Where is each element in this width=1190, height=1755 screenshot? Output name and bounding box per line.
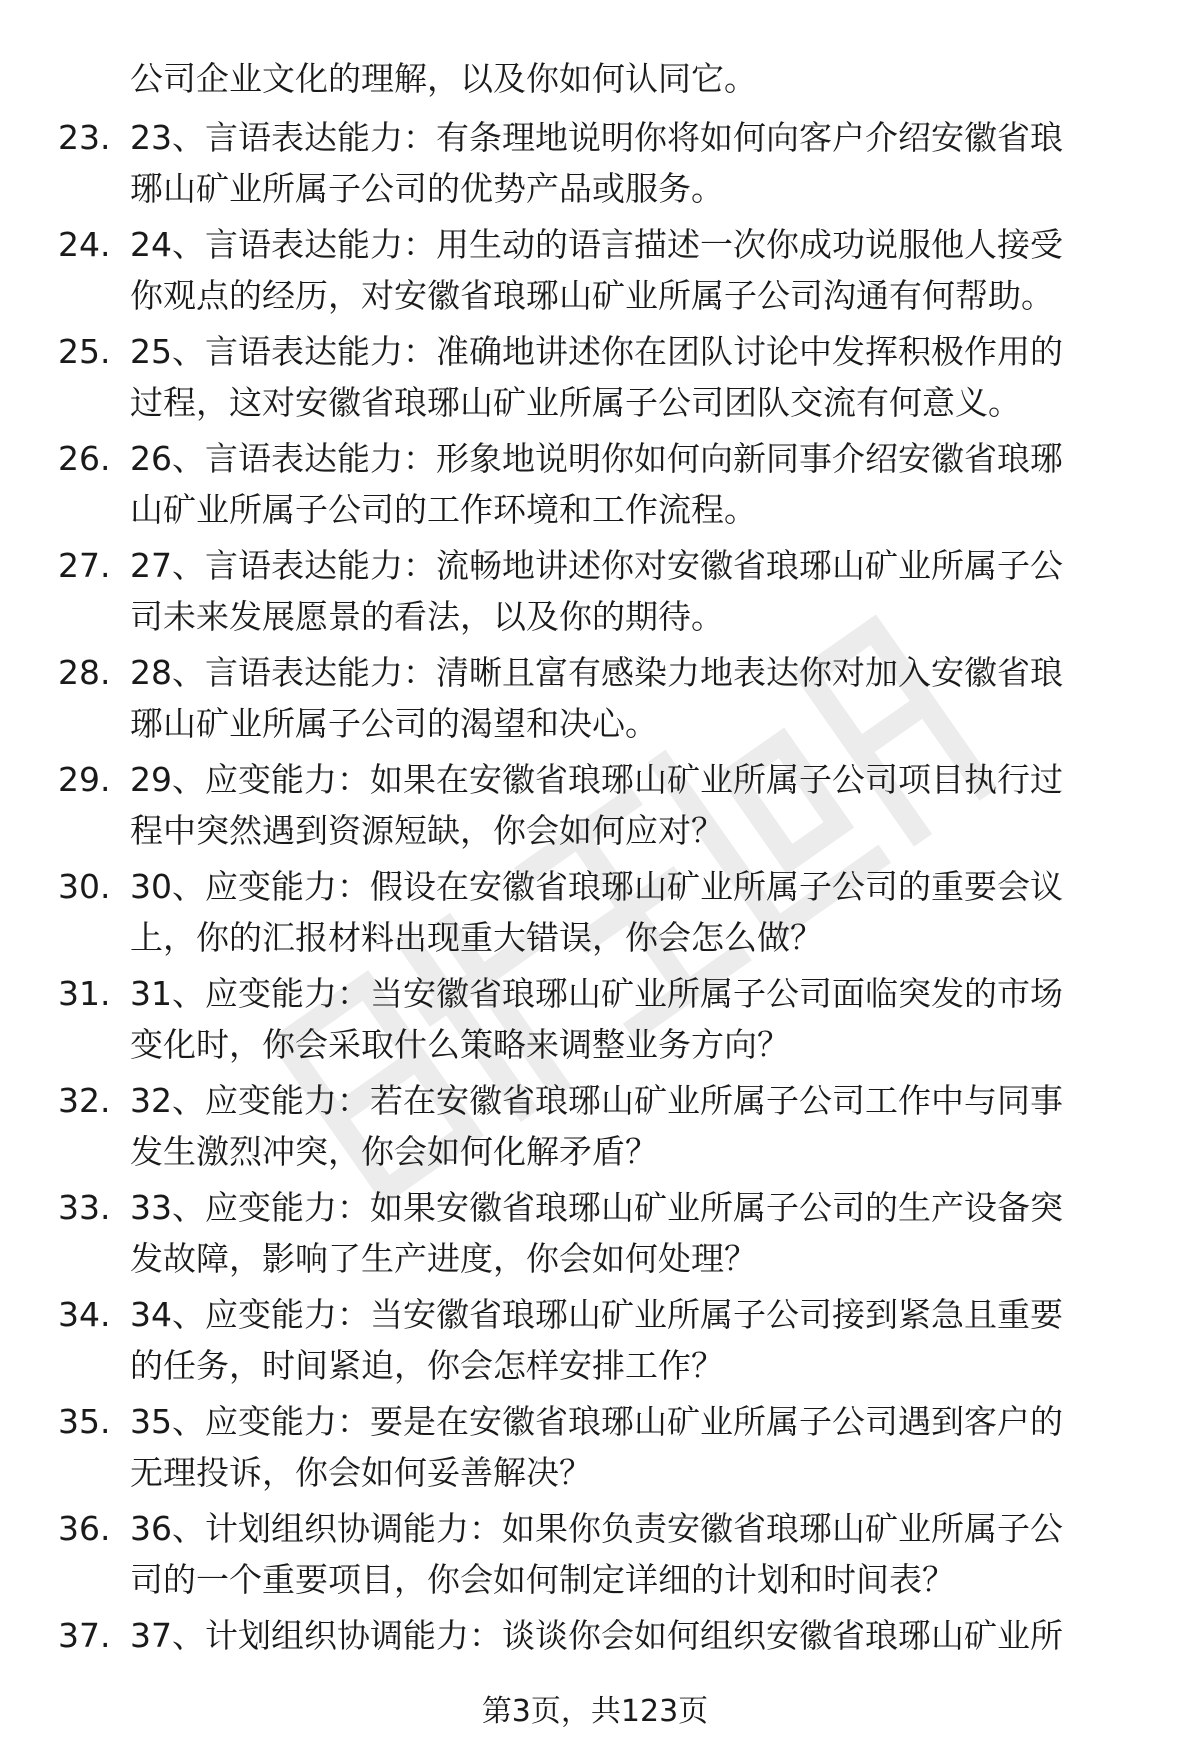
item-number: 25. bbox=[58, 332, 111, 371]
item-text: 36、计划组织协调能力：如果你负责安徽省琅琊山矿业所属子公 司的一个重要项目，你会如何制定详细的计划和时间表？ bbox=[130, 1509, 1063, 1599]
item-number: 30. bbox=[58, 867, 111, 906]
item-text: 32、应变能力：若在安徽省琅琊山矿业所属子公司工作中与同事 发生激烈冲突，你会如何化解矛盾？ bbox=[130, 1081, 1063, 1171]
item-text: 24、言语表达能力：用生动的语言描述一次你成功说服他人接受 你观点的经历，对安徽省琅琊山矿业所属子公司沟通有何帮助。 bbox=[130, 225, 1063, 315]
item-text: 28、言语表达能力：清晰且富有感染力地表达你对加入安徽省琅 琊山矿业所属子公司的渴望和决心。 bbox=[130, 653, 1063, 743]
list-item bbox=[0, 1182, 1190, 1289]
item-number: 33. bbox=[58, 1188, 111, 1227]
item-text: 30、应变能力：假设在安徽省琅琊山矿业所属子公司的重要会议 上，你的汇报材料出现重大错误，你会怎么做？ bbox=[130, 867, 1063, 957]
item-text: 27、言语表达能力：流畅地讲述你对安徽省琅琊山矿业所属子公 司未来发展愿景的看法，以及你的期待。 bbox=[130, 546, 1063, 636]
question-list bbox=[0, 112, 1190, 1717]
item-text: 34、应变能力：当安徽省琅琊山矿业所属子公司接到紧急且重要 的任务，时间紧迫，你会怎样安排工作？ bbox=[130, 1295, 1063, 1385]
continuation-text: 公司企业文化的理解，以及你如何认同它。 bbox=[130, 59, 757, 98]
list-item bbox=[0, 754, 1190, 861]
item-text: 35、应变能力：要是在安徽省琅琊山矿业所属子公司遇到客户的 无理投诉，你会如何妥善解决？ bbox=[130, 1402, 1063, 1492]
item-text: 25、言语表达能力：准确地讲述你在团队讨论中发挥积极作用的 过程，这对安徽省琅琊山矿业所属子公司团队交流有何意义。 bbox=[130, 332, 1063, 422]
list-item bbox=[0, 968, 1190, 1075]
item-text: 29、应变能力：如果在安徽省琅琊山矿业所属子公司项目执行过 程中突然遇到资源短缺，你会如何应对？ bbox=[130, 760, 1063, 850]
list-item bbox=[0, 219, 1190, 326]
item-number: 32. bbox=[58, 1081, 111, 1120]
item-number: 27. bbox=[58, 546, 111, 585]
item-text: 33、应变能力：如果安徽省琅琊山矿业所属子公司的生产设备突 发故障，影响了生产进度，你会如何处理？ bbox=[130, 1188, 1063, 1278]
item-number: 37. bbox=[58, 1616, 111, 1655]
list-item bbox=[0, 326, 1190, 433]
list-item bbox=[0, 1289, 1190, 1396]
item-number: 26. bbox=[58, 439, 111, 478]
list-item bbox=[0, 540, 1190, 647]
item-text: 31、应变能力：当安徽省琅琊山矿业所属子公司面临突发的市场 变化时，你会采取什么策略来调整业务方向？ bbox=[130, 974, 1063, 1064]
item-text: 23、言语表达能力：有条理地说明你将如何向客户介绍安徽省琅 琊山矿业所属子公司的优势产品或服务。 bbox=[130, 118, 1063, 208]
item-number: 31. bbox=[58, 974, 111, 1013]
list-item bbox=[0, 112, 1190, 219]
item-number: 35. bbox=[58, 1402, 111, 1441]
list-item bbox=[0, 1075, 1190, 1182]
item-number: 29. bbox=[58, 760, 111, 799]
page-footer: 第3页，共123页 bbox=[481, 1694, 709, 1729]
list-item bbox=[0, 1396, 1190, 1503]
item-number: 34. bbox=[58, 1295, 111, 1334]
list-item bbox=[0, 1503, 1190, 1610]
list-item bbox=[0, 647, 1190, 754]
list-item bbox=[0, 433, 1190, 540]
item-text: 37、计划组织协调能力：谈谈你会如何组织安徽省琅琊山矿业所 bbox=[130, 1616, 1063, 1655]
item-number: 24. bbox=[58, 225, 111, 264]
item-number: 36. bbox=[58, 1509, 111, 1548]
list-item bbox=[0, 861, 1190, 968]
item-text: 26、言语表达能力：形象地说明你如何向新同事介绍安徽省琅琊 山矿业所属子公司的工作环境和工作流程。 bbox=[130, 439, 1063, 529]
item-number: 23. bbox=[58, 118, 111, 157]
item-number: 28. bbox=[58, 653, 111, 692]
